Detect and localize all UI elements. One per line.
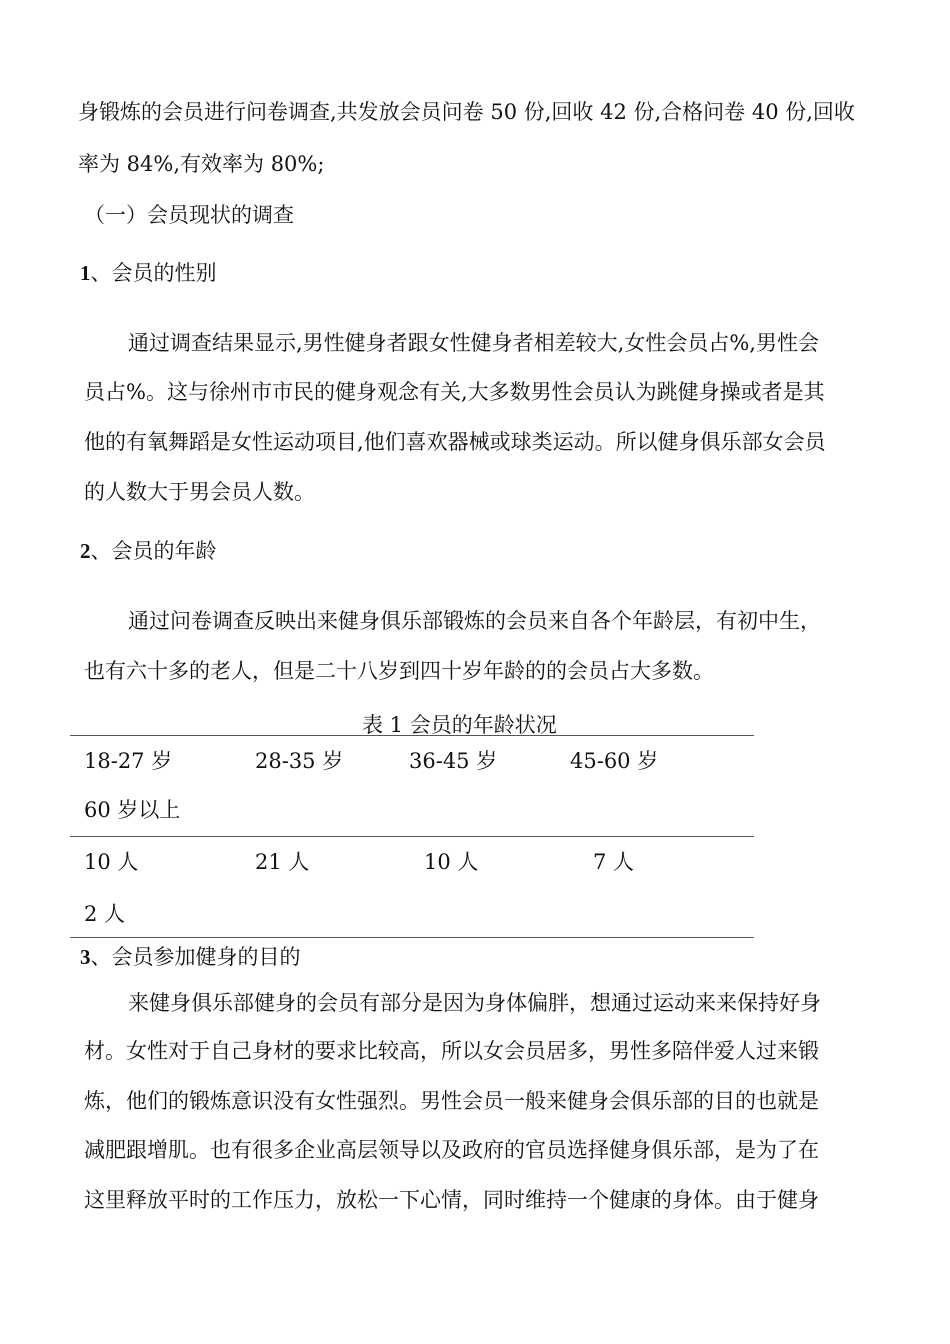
subheading-title: 、会员参加健身的目的 [90, 945, 301, 969]
table-value-cell: 21 人 [255, 850, 310, 874]
paragraph-line: 也有六十多的老人，但是二十八岁到四十岁年龄的的会员占大多数。 [84, 659, 714, 683]
subheading-number: 3 [80, 945, 91, 969]
paragraph-line: 减肥跟增肌。也有很多企业高层领导以及政府的官员选择健身俱乐部，是为了在 [84, 1138, 819, 1162]
paragraph-line: 通过调查结果显示,男性健身者跟女性健身者相差较大,女性会员占%,男性会 [128, 331, 819, 355]
subheading-age [80, 535, 217, 565]
subheading-gender [80, 257, 217, 287]
table-value-cell: 10 人 [84, 850, 139, 874]
table-caption: 表 1 会员的年龄状况 [362, 713, 557, 737]
paragraph-line: 的人数大于男会员人数。 [84, 480, 315, 504]
paragraph-line: 炼，他们的锻炼意识没有女性强烈。男性会员一般来健身会俱乐部的目的也就是 [84, 1089, 819, 1113]
section-heading: （一）会员现状的调查 [84, 203, 294, 227]
paragraph-line: 通过问卷调查反映出来健身俱乐部锻炼的会员来自各个年龄层，有初中生， [128, 609, 821, 633]
table-header-cell: 45-60 岁 [570, 749, 659, 773]
subheading-purpose [80, 941, 301, 971]
subheading-title: 、会员的年龄 [90, 539, 217, 563]
table-header-cell: 36-45 岁 [409, 749, 498, 773]
table-header-cell: 60 岁以上 [84, 798, 181, 822]
subheading-title: 、会员的性别 [90, 261, 217, 285]
table-header-cell: 28-35 岁 [255, 749, 344, 773]
table-value-cell: 2 人 [84, 902, 126, 926]
paragraph-line: 这里释放平时的工作压力，放松一下心情，同时维持一个健康的身体。由于健身 [84, 1188, 819, 1212]
paragraph-line: 材。女性对于自己身材的要求比较高，所以女会员居多，男性多陪伴爱人过来锻 [84, 1039, 819, 1063]
subheading-number: 1 [80, 261, 91, 285]
intro-line-1: 身锻炼的会员进行问卷调查,共发放会员问卷 50 份,回收 42 份,合格问卷 40 份,回收 [78, 100, 855, 124]
table-value-cell: 10 人 [424, 850, 479, 874]
table-top-rule [70, 735, 754, 736]
paragraph-line: 他的有氧舞蹈是女性运动项目,他们喜欢器械或球类运动。所以健身俱乐部女会员 [84, 430, 826, 454]
paragraph-line: 来健身俱乐部健身的会员有部分是因为身体偏胖，想通过运动来来保持好身 [128, 991, 821, 1015]
paragraph-line: 员占%。这与徐州市市民的健身观念有关,大多数男性会员认为跳健身操或者是其 [84, 380, 825, 404]
table-value-cell: 7 人 [593, 850, 635, 874]
subheading-number: 2 [80, 539, 91, 563]
intro-line-2: 率为 84%,有效率为 80%; [78, 152, 325, 176]
table-mid-rule [70, 836, 754, 837]
table-header-cell: 18-27 岁 [84, 749, 173, 773]
table-bottom-rule [70, 937, 754, 938]
